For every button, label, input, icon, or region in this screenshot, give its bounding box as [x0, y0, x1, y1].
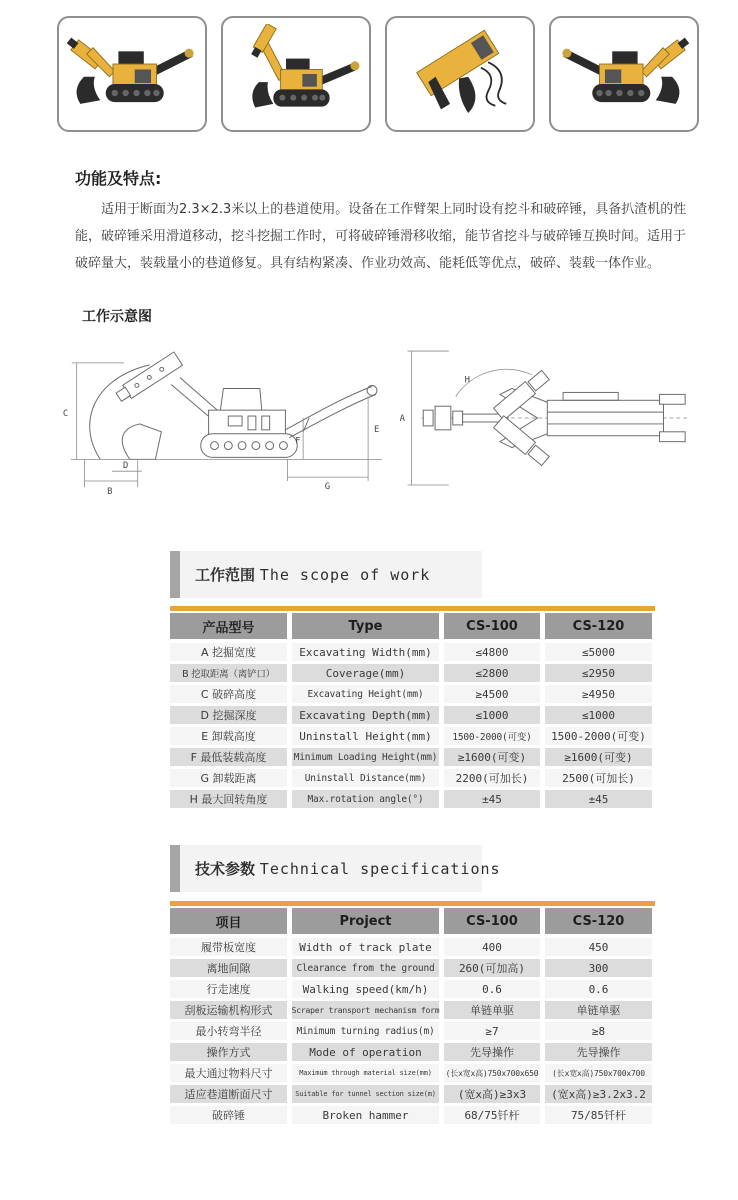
specs-table-body: [170, 938, 655, 1124]
table-cell: Scraper transport mechanism form: [292, 1001, 439, 1019]
table-cell: 行走速度: [170, 980, 287, 998]
dim-label-D: D: [122, 461, 129, 472]
banner-bar: [170, 551, 180, 598]
table-cell: ≥1600(可变): [444, 748, 540, 766]
table-cell: Clearance from the ground: [292, 959, 439, 977]
table-cell: ≤1000: [545, 706, 652, 724]
table-cell: D 挖掘深度: [170, 706, 287, 724]
column-header: CS-120: [545, 908, 652, 934]
working-diagram: [55, 332, 695, 507]
dim-label-G: G: [324, 481, 331, 492]
table-cell: 260(可加高): [444, 959, 540, 977]
table-cell: Width of track plate: [292, 938, 439, 956]
table-cell: 68/75钎杆: [444, 1106, 540, 1124]
excavator-boom-raised-icon: [228, 24, 364, 124]
column-header: 产品型号: [170, 613, 287, 639]
product-photo-excavator-side-view-left[interactable]: [57, 16, 207, 132]
table-cell: ≤5000: [545, 643, 652, 661]
table-cell: 最小转弯半径: [170, 1022, 287, 1040]
table-cell: Uninstall Height(mm): [292, 727, 439, 745]
table-cell: ≥1600(可变): [545, 748, 652, 766]
table-cell: 破碎锤: [170, 1106, 287, 1124]
scope-table: [170, 606, 655, 808]
diagram-section-title: 工作示意图: [82, 309, 152, 325]
table-cell: ±45: [545, 790, 652, 808]
table-cell: Max.rotation angle(°): [292, 790, 439, 808]
table-accent-bar: [170, 901, 655, 906]
table-cell: Uninstall Distance(mm): [292, 769, 439, 787]
features-section-title: 功能及特点:: [75, 169, 162, 188]
dim-label-E: E: [374, 424, 380, 435]
column-header: 项目: [170, 908, 287, 934]
dim-label-C: C: [62, 409, 69, 420]
column-header: CS-120: [545, 613, 652, 639]
product-photo-excavator-boom-raised[interactable]: [221, 16, 371, 132]
specs-table: [170, 901, 655, 1124]
table-cell: G 卸载距离: [170, 769, 287, 787]
table-cell: 0.6: [545, 980, 652, 998]
table-cell: B 挖取距离（离铲口）: [170, 664, 287, 682]
scope-section-banner: [170, 551, 482, 598]
table-cell: 0.6: [444, 980, 540, 998]
table-cell: (长x宽x高)750x700x700: [545, 1064, 652, 1082]
table-cell: 操作方式: [170, 1043, 287, 1061]
table-cell: Maximum through material size(mm): [292, 1064, 439, 1082]
table-cell: 1500-2000(可变): [444, 727, 540, 745]
table-cell: 单链单驱: [444, 1001, 540, 1019]
table-cell: ≤4800: [444, 643, 540, 661]
table-cell: 300: [545, 959, 652, 977]
scope-table-header-row: [170, 613, 655, 639]
attachment-close-up-icon: [392, 24, 528, 124]
table-cell: 1500-2000(可变): [545, 727, 652, 745]
scope-title-zh: 工作范围: [195, 566, 256, 584]
table-cell: Excavating Width(mm): [292, 643, 439, 661]
table-cell: ≤2950: [545, 664, 652, 682]
dim-label-F: F: [295, 436, 301, 447]
table-cell: 适应巷道断面尺寸: [170, 1085, 287, 1103]
column-header: Type: [292, 613, 439, 639]
specs-section-banner: [170, 845, 501, 892]
table-cell: (宽x高)≥3.2x3.2: [545, 1085, 652, 1103]
specs-table-header-row: [170, 908, 655, 934]
table-cell: Coverage(mm): [292, 664, 439, 682]
table-cell: ≥4950: [545, 685, 652, 703]
table-cell: ≥7: [444, 1022, 540, 1040]
table-cell: Excavating Depth(mm): [292, 706, 439, 724]
table-cell: Suitable for tunnel section size(m): [292, 1085, 439, 1103]
table-cell: 先导操作: [444, 1043, 540, 1061]
table-cell: 最大通过物料尺寸: [170, 1064, 287, 1082]
scope-title-en: The scope of work: [259, 566, 431, 584]
table-cell: 先导操作: [545, 1043, 652, 1061]
table-cell: 2500(可加长): [545, 769, 652, 787]
table-accent-bar: [170, 606, 655, 611]
table-cell: ≤2800: [444, 664, 540, 682]
table-cell: Broken hammer: [292, 1106, 439, 1124]
dim-label-H: H: [464, 375, 470, 386]
table-cell: Minimum Loading Height(mm): [292, 748, 439, 766]
product-photo-gallery: [57, 16, 699, 132]
excavator-side-view-icon: [64, 24, 200, 124]
table-cell: 离地间隙: [170, 959, 287, 977]
product-photo-excavator-side-view-right[interactable]: [549, 16, 699, 132]
table-cell: H 最大回转角度: [170, 790, 287, 808]
excavator-side-view-right-icon: [556, 24, 692, 124]
column-header: CS-100: [444, 908, 540, 934]
table-cell: Minimum turning radius(m): [292, 1022, 439, 1040]
table-cell: 履带板宽度: [170, 938, 287, 956]
table-cell: 2200(可加长): [444, 769, 540, 787]
column-header: CS-100: [444, 613, 540, 639]
dim-label-A: A: [399, 413, 405, 424]
product-photo-attachment-close-up[interactable]: [385, 16, 535, 132]
table-cell: 75/85钎杆: [545, 1106, 652, 1124]
table-cell: ≥8: [545, 1022, 652, 1040]
table-cell: F 最低装载高度: [170, 748, 287, 766]
specs-title-zh: 技术参数: [195, 860, 256, 878]
specs-title-en: Technical specifications: [259, 860, 501, 878]
table-cell: ≤1000: [444, 706, 540, 724]
features-paragraph: 适用于断面为2.3×2.3米以上的巷道使用。设备在工作臂架上同时设有挖斗和破碎锤，具备扒渣机的性能，破碎锤采用滑道移动，挖斗挖掘工作时，可将破碎锤滑移收缩，能节省挖斗与破碎锤互换时间。适用于破碎量大，装载量小的巷道修复。具有结构紧凑、作业功效高、能耗低等优点，破碎、装载一体作业。: [75, 202, 687, 271]
table-cell: C 破碎高度: [170, 685, 287, 703]
table-cell: 刮板运输机构形式: [170, 1001, 287, 1019]
table-cell: (长x宽x高)750x700x650: [444, 1064, 540, 1082]
table-cell: ≥4500: [444, 685, 540, 703]
table-cell: Excavating Height(mm): [292, 685, 439, 703]
table-cell: 单链单驱: [545, 1001, 652, 1019]
table-cell: E 卸载高度: [170, 727, 287, 745]
table-cell: Walking speed(km/h): [292, 980, 439, 998]
table-cell: ±45: [444, 790, 540, 808]
dim-label-B: B: [107, 486, 113, 497]
table-cell: (宽x高)≥3x3: [444, 1085, 540, 1103]
column-header: Project: [292, 908, 439, 934]
banner-bar: [170, 845, 180, 892]
table-cell: A 挖掘宽度: [170, 643, 287, 661]
table-cell: Mode of operation: [292, 1043, 439, 1061]
table-cell: 400: [444, 938, 540, 956]
scope-table-body: [170, 643, 655, 808]
table-cell: 450: [545, 938, 652, 956]
